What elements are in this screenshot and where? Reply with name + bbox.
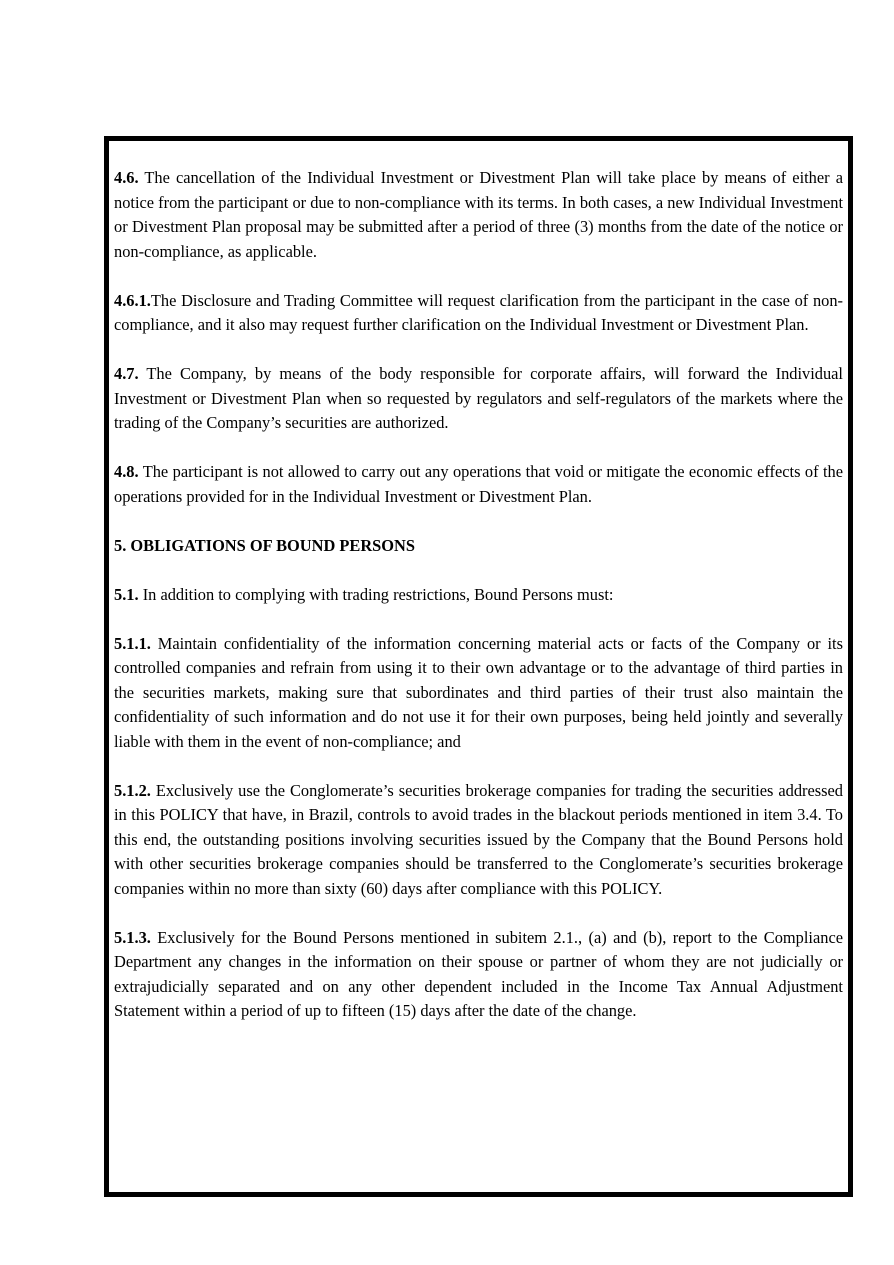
paragraph-text: The Company, by means of the body responsible for corporate affairs, will forward the Individual Investment or Divestment Plan when so requested by regulators and self-regulators of the markets where the trading of the Company’s securities are authorized. [114, 364, 843, 432]
paragraph-number: 4.7. [114, 364, 139, 383]
paragraph-5-1 [114, 583, 843, 608]
document-body [114, 166, 843, 1048]
paragraph-text: The Disclosure and Trading Committee will request clarification from the participant in the case of non-compliance, and it also may request further clarification on the Individual Investment or Divestment Plan. [114, 290, 843, 334]
paragraph-4-6-1 [114, 289, 843, 338]
section-heading: 5. OBLIGATIONS OF BOUND PERSONS [114, 535, 416, 555]
paragraph-text: The cancellation of the Individual Investment or Divestment Plan will take place by means of either a notice from the participant or due to non-compliance with its terms. In both cases, a new Individual Investment or Divestment Plan proposal may be submitted after a period of three (3) months from the date of the notice or non-compliance, as applicable. [114, 168, 843, 261]
paragraph-4-7 [114, 362, 843, 436]
paragraph-text: The participant is not allowed to carry out any operations that void or mitigate the economic effects of the operations provided for in the Individual Investment or Divestment Plan. [114, 462, 843, 506]
paragraph-number: 5.1. [114, 584, 139, 604]
paragraph-text: Exclusively for the Bound Persons mentioned in subitem 2.1., (a) and (b), report to the Compliance Department any changes in the information on their spouse or partner of whom they are not judicially or extrajudicially separated and on any other dependent included in the Income Tax Annual Adjustment Statement within a period of up to fifteen (15) days after the date of the change. [114, 927, 843, 1020]
paragraph-number: 5.1.3. [114, 927, 151, 947]
paragraph-5-1-2 [114, 779, 843, 902]
paragraph-number: 5.1.1. [114, 633, 151, 653]
paragraph-text: Maintain confidentiality of the information concerning material acts or facts of the Company or its controlled companies and refrain from using it to their own advantage or to the advantage of third parties in the securities markets, making sure that subordinates and third parties of their trust also maintain the confidentiality of such information and do not use it for their own purposes, being held jointly and severally liable with them in the event of non-compliance; and [114, 633, 843, 751]
paragraph-text: In addition to complying with trading restrictions, Bound Persons must: [138, 584, 614, 604]
paragraph-4-6 [114, 166, 843, 264]
paragraph-5-1-1 [114, 632, 843, 755]
paragraph-number: 4.6. [114, 168, 139, 187]
paragraph-number: 4.6.1. [114, 290, 151, 310]
paragraph-4-8 [114, 460, 843, 509]
paragraph-text: Exclusively use the Conglomerate’s securities brokerage companies for trading the securities addressed in this POLICY that have, in Brazil, controls to avoid trades in the blackout periods mentioned in item 3.4. To this end, the outstanding positions involving securities issued by the Company that the Bound Persons hold with other securities brokerage companies should be transferred to the Conglomerate’s securities brokerage companies within no more than sixty (60) days after compliance with this POLICY. [114, 780, 843, 898]
paragraph-5-1-3 [114, 926, 843, 1024]
paragraph-number: 5.1.2. [114, 780, 151, 800]
paragraph-number: 4.8. [114, 462, 139, 481]
